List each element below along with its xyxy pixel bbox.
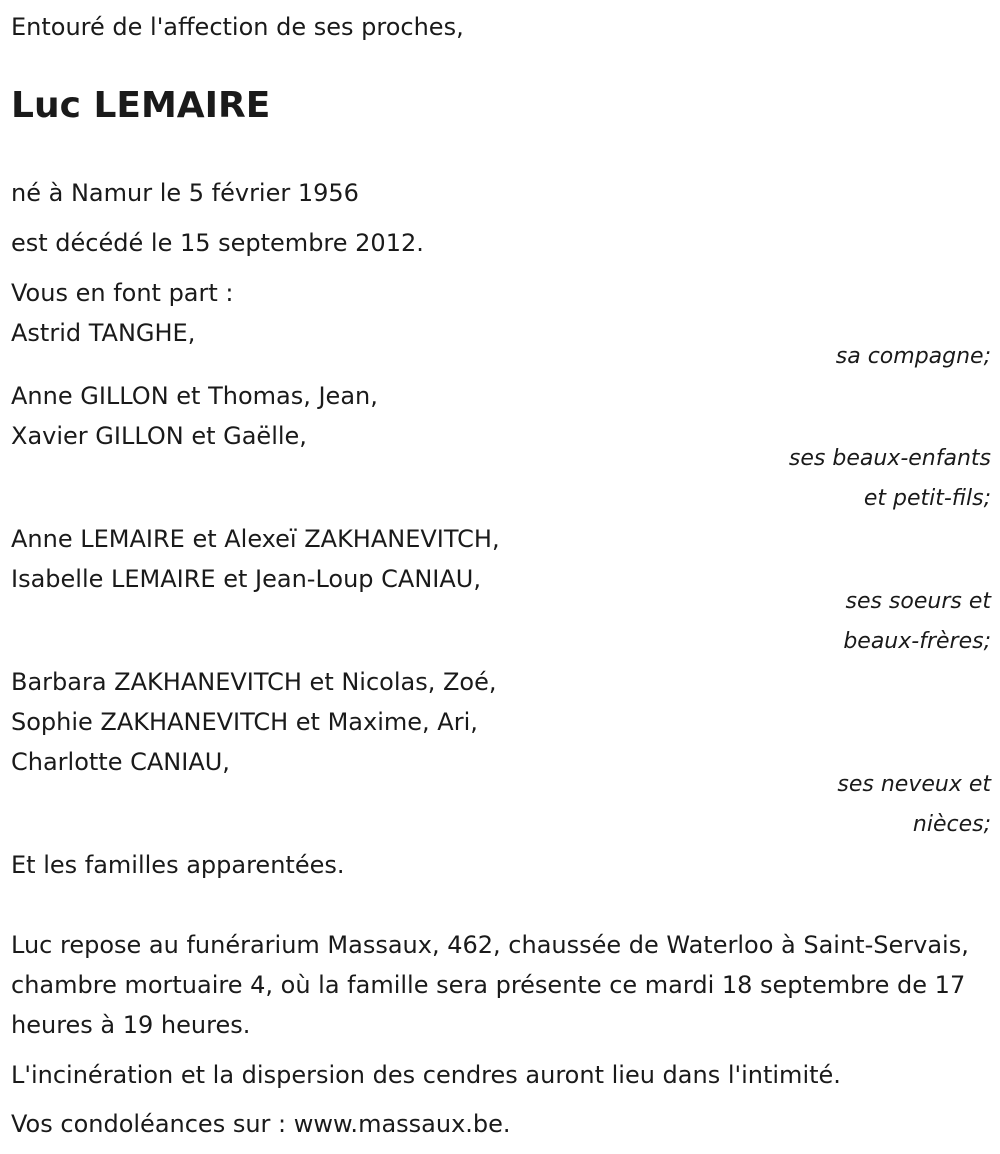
relation-line: ses soeurs et — [845, 589, 991, 614]
announce-line: Vous en font part : — [11, 279, 234, 307]
repose-paragraph: Luc repose au funérarium Massaux, 462, chaussée de Waterloo à Saint-Servais, chambre mortuaire 4, où la famille sera présente ce mardi 18 septembre de 17 heures à 19 heures. — [11, 931, 969, 1039]
family-name-line: Barbara ZAKHANEVITCH et Nicolas, Zoé, — [11, 668, 497, 696]
families-line: Et les familles apparentées. — [11, 851, 345, 879]
family-name-line: Charlotte CANIAU, — [11, 748, 230, 776]
relation-line: ses neveux et — [837, 772, 991, 797]
condolences-line: Vos condoléances sur : www.massaux.be. — [11, 1110, 511, 1138]
family-name-line: Sophie ZAKHANEVITCH et Maxime, Ari, — [11, 708, 478, 736]
death-line: est décédé le 15 septembre 2012. — [11, 229, 424, 257]
relation-line: ses beaux-enfants — [788, 446, 991, 471]
relation-line: beaux-frères; — [843, 629, 991, 654]
cremation-paragraph: L'incinération et la dispersion des cendres auront lieu dans l'intimité. — [11, 1061, 841, 1089]
relation-line: et petit-fils; — [863, 486, 991, 511]
family-name-line: Anne LEMAIRE et Alexeï ZAKHANEVITCH, — [11, 525, 500, 553]
relation-line: sa compagne; — [835, 344, 991, 369]
relation-line: nièces; — [912, 812, 991, 837]
intro-line: Entouré de l'affection de ses proches, — [11, 13, 464, 41]
deceased-name: Luc LEMAIRE — [11, 85, 271, 126]
birth-line: né à Namur le 5 février 1956 — [11, 179, 359, 207]
family-name-line: Astrid TANGHE, — [11, 319, 196, 347]
family-name-line: Anne GILLON et Thomas, Jean, — [11, 382, 378, 410]
family-name-line: Isabelle LEMAIRE et Jean-Loup CANIAU, — [11, 565, 481, 593]
family-name-line: Xavier GILLON et Gaëlle, — [11, 422, 307, 450]
